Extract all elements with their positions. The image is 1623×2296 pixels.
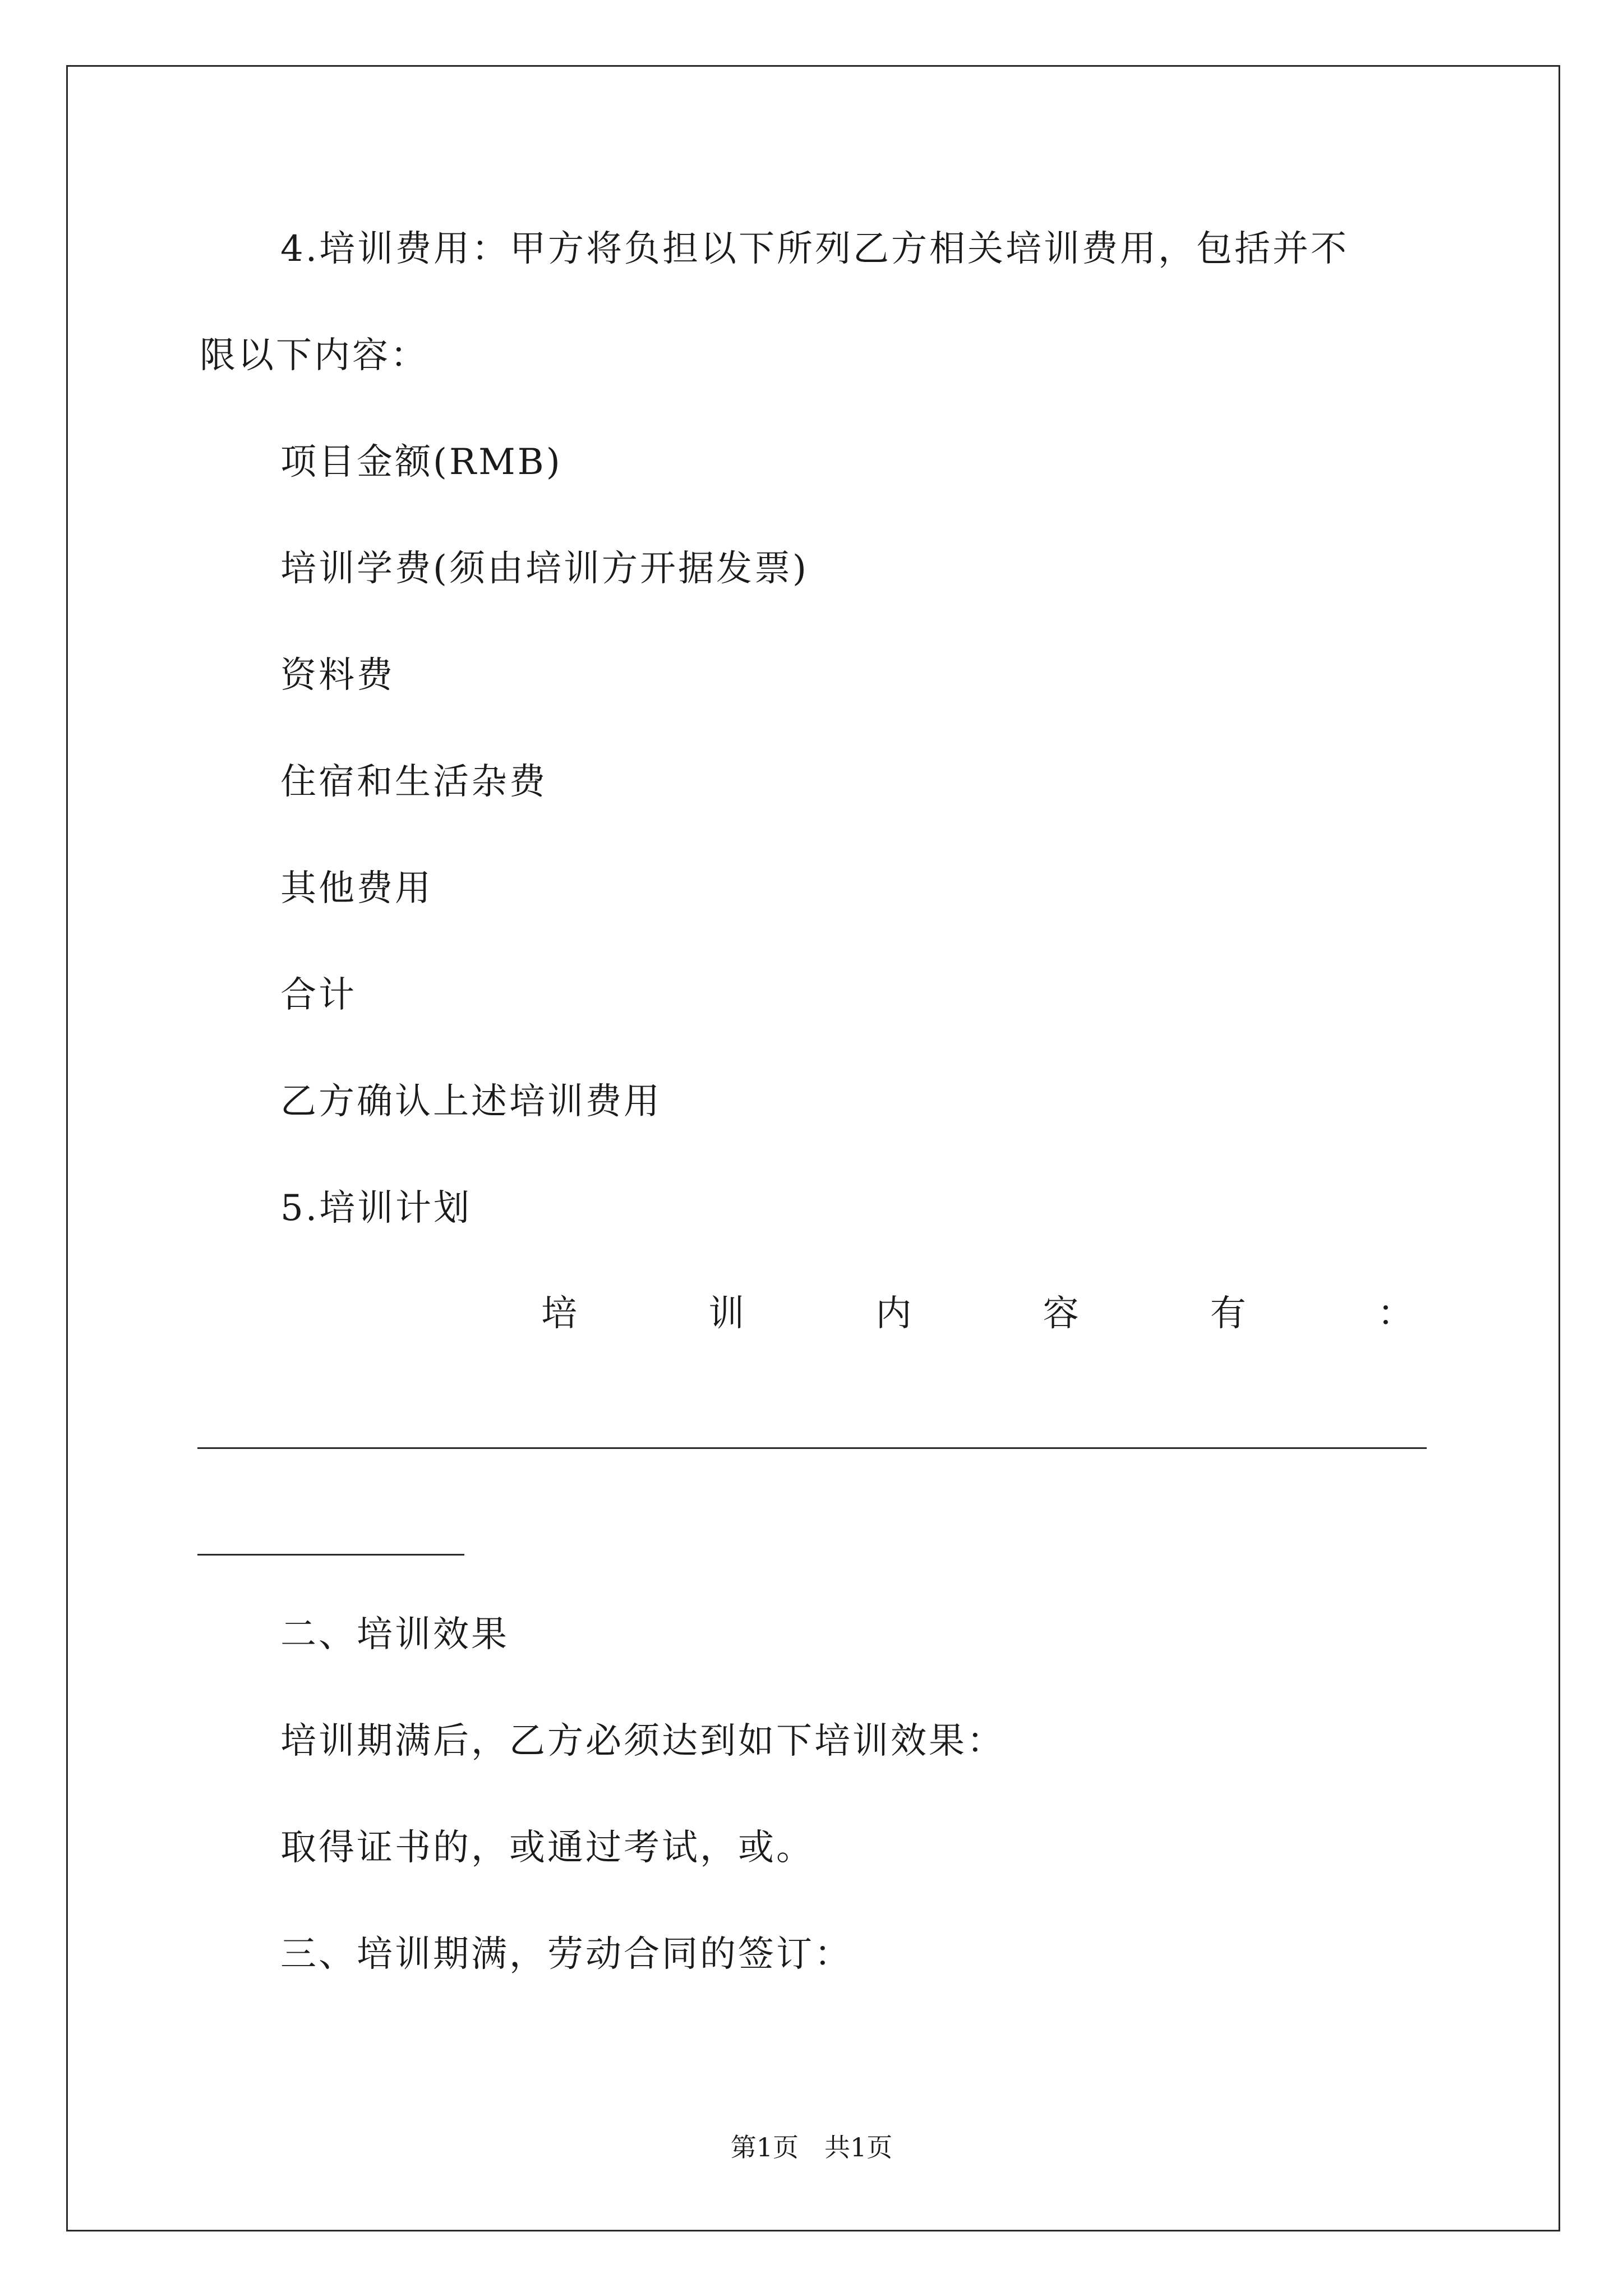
training-content-char: 内 — [875, 1293, 912, 1335]
fill-in-blank-line — [197, 1554, 464, 1556]
fee-item-amount: 项目金额(RMB) — [280, 441, 562, 483]
fee-item-other: 其他费用 — [280, 868, 433, 909]
training-content-char: ： — [1377, 1293, 1413, 1335]
fee-item-materials: 资料费 — [280, 655, 395, 696]
training-content-char: 有 — [1210, 1293, 1246, 1335]
fee-item-tuition: 培训学费(须由培训方开据发票) — [280, 548, 809, 590]
page-number-footer: 第1页 共1页 — [730, 2132, 893, 2162]
training-content-char: 容 — [1043, 1293, 1079, 1335]
fill-in-blank-line — [197, 1447, 1427, 1449]
paragraph-training-fees-line1: 4.培训费用：甲方将负担以下所列乙方相关培训费用，包括并不 — [280, 228, 1349, 270]
section-three-heading: 三、培训期满，劳动合同的签订： — [280, 1934, 852, 1975]
fee-item-lodging: 住宿和生活杂费 — [280, 761, 547, 803]
section-two-detail: 取得证书的，或通过考试，或。 — [280, 1827, 814, 1869]
fee-item-total: 合计 — [280, 974, 357, 1016]
training-content-char: 训 — [708, 1293, 745, 1335]
paragraph-training-fees-line2: 限以下内容： — [200, 335, 428, 376]
fee-confirmation: 乙方确认上述培训费用 — [280, 1081, 662, 1122]
training-content-char: 培 — [541, 1293, 577, 1335]
training-plan-heading: 5.培训计划 — [280, 1188, 472, 1229]
section-two-body: 培训期满后，乙方必须达到如下培训效果： — [280, 1720, 1005, 1762]
page-border — [66, 65, 1560, 2231]
training-content-label — [541, 1293, 1413, 1335]
section-two-heading: 二、培训效果 — [280, 1614, 509, 1655]
